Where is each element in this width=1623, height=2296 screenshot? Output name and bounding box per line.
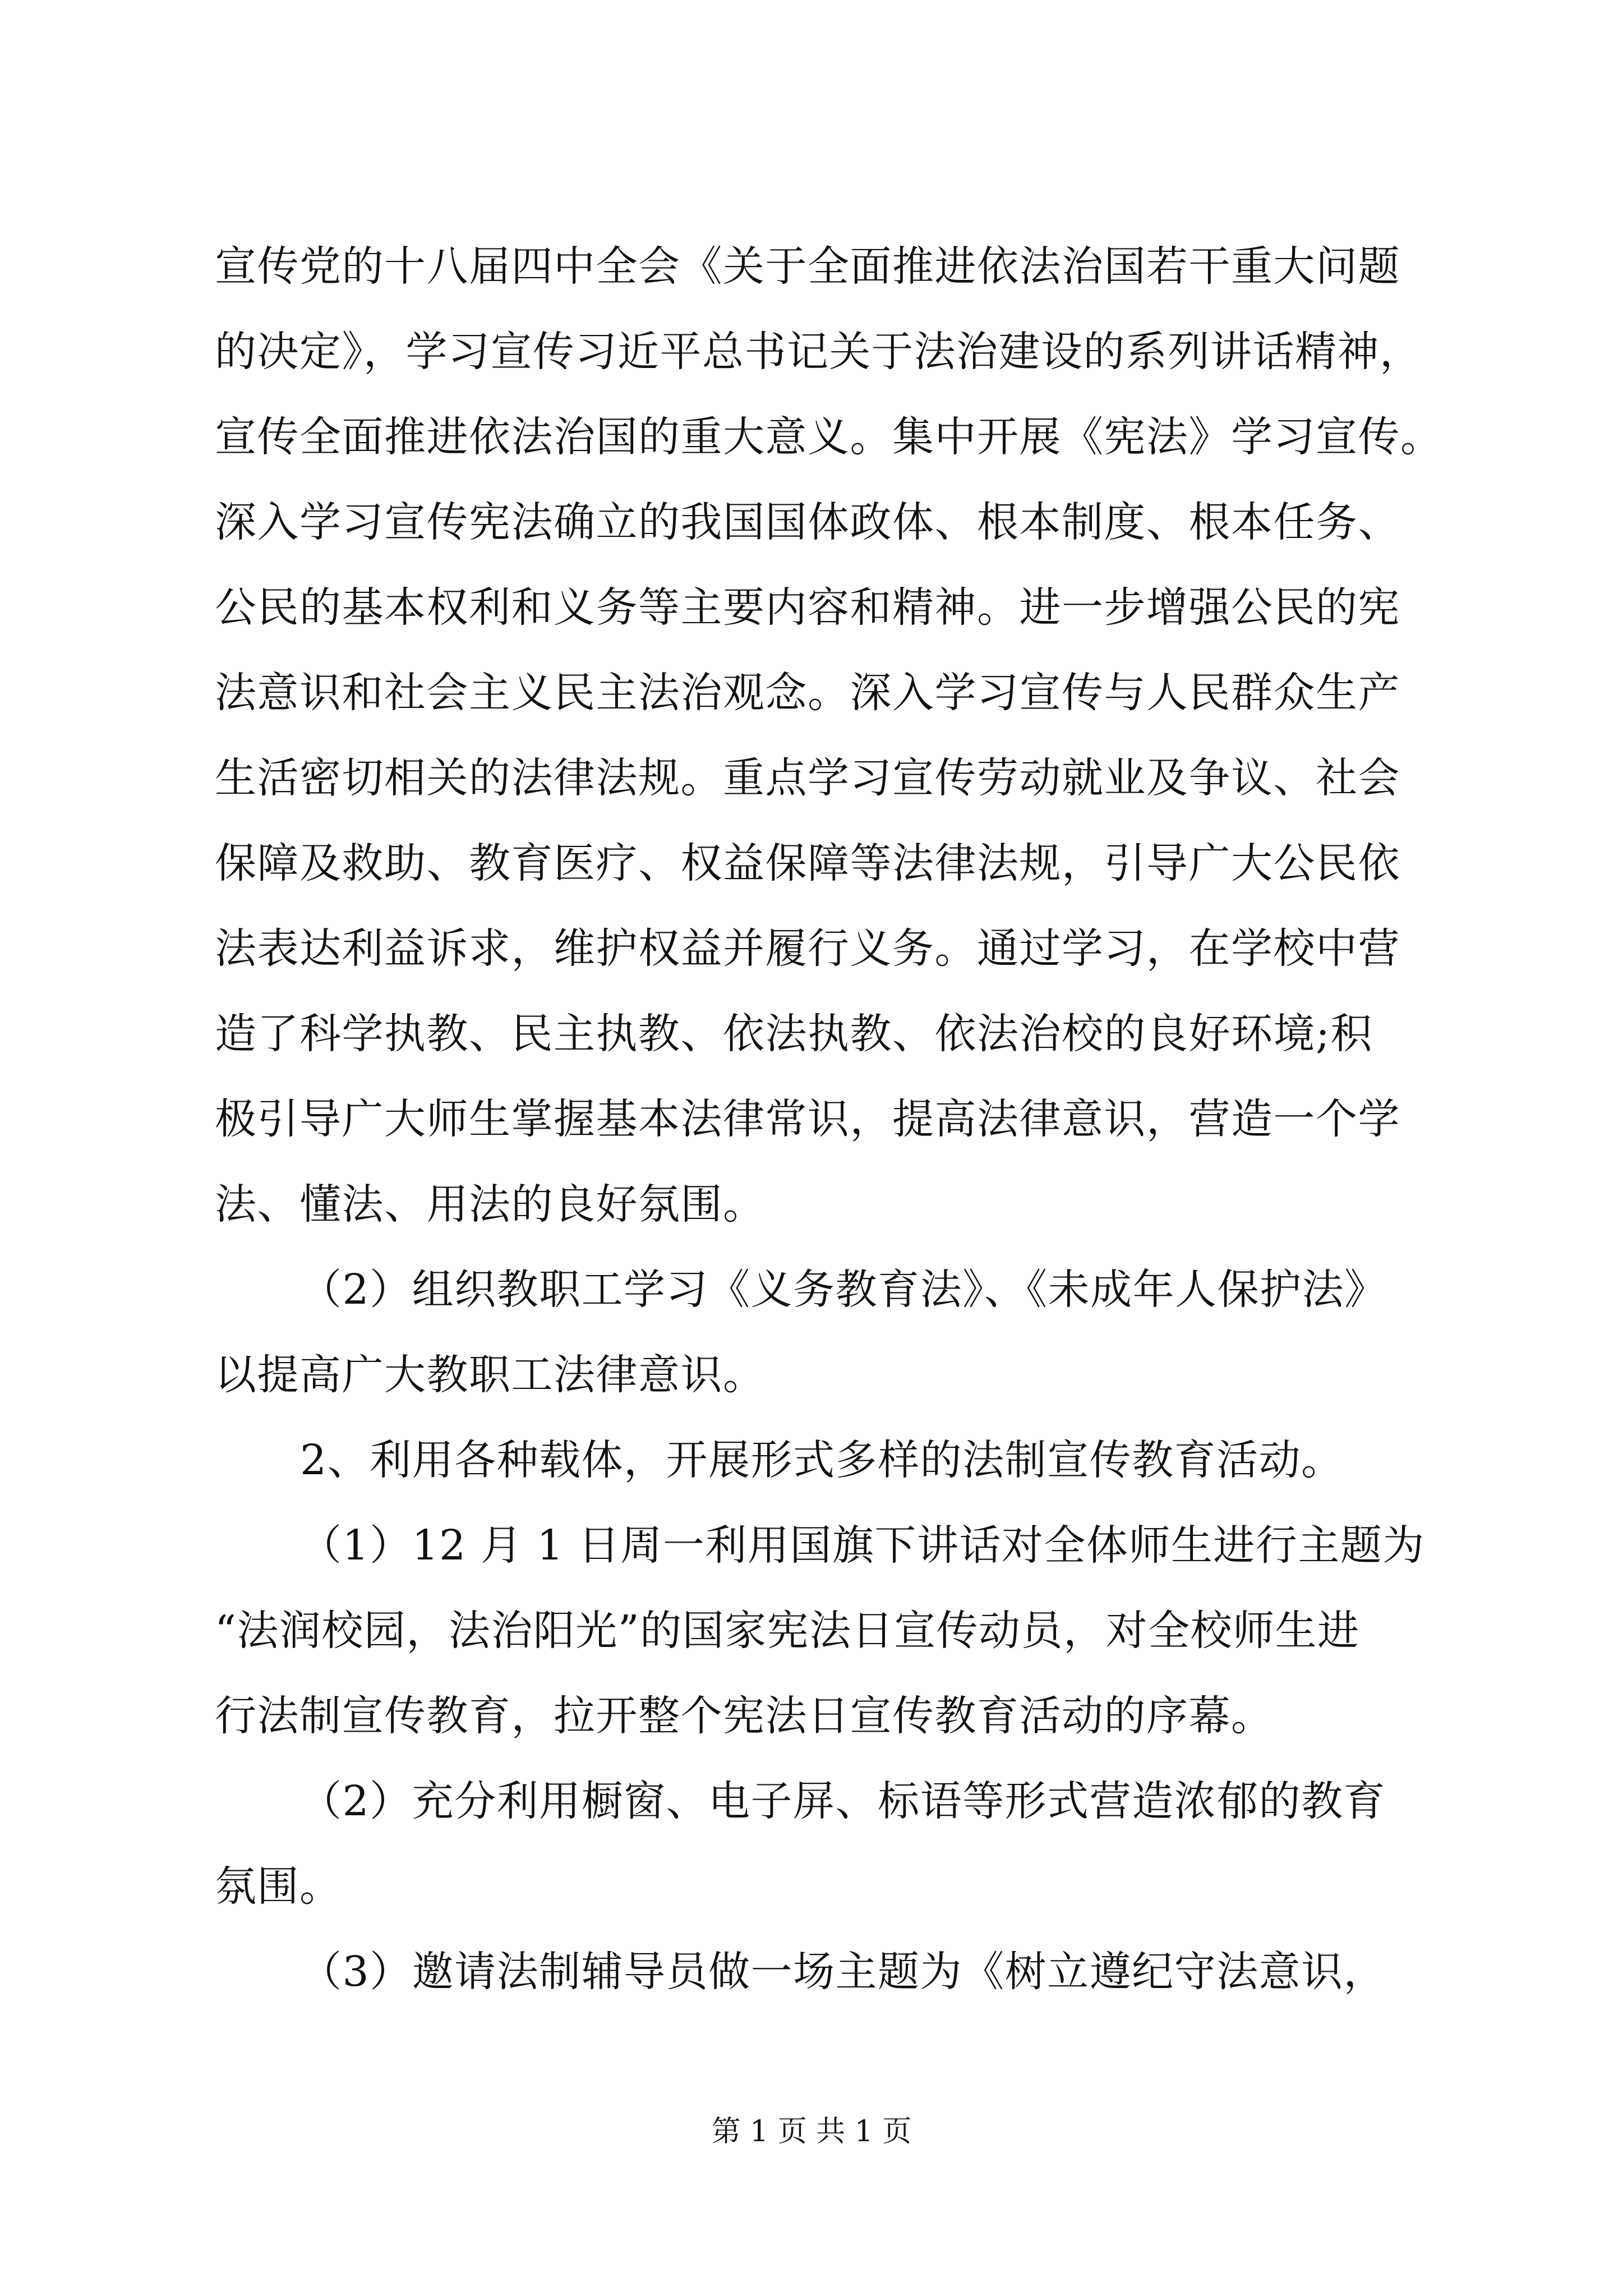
page-footer: 第 1 页 共 1 页 (711, 2115, 912, 2148)
text-line: 深入学习宣传宪法确立的我国国体政体、根本制度、根本任务、 (215, 498, 1400, 546)
text-line: 保障及救助、教育医疗、权益保障等法律法规，引导广大公民依 (215, 839, 1400, 887)
text-line: 极引导广大师生掌握基本法律常识，提高法律意识，营造一个学 (215, 1095, 1400, 1143)
section-heading: 2、利用各种载体，开展形式多样的法制宣传教育活动。 (300, 1436, 1344, 1484)
text-line: 法表达利益诉求，维护权益并履行义务。通过学习，在学校中营 (215, 924, 1400, 973)
text-line: 行法制宣传教育，拉开整个宪法日宣传教育活动的序幕。 (215, 1692, 1274, 1740)
text-line: 造了科学执教、民主执教、依法执教、依法治校的良好环境;积 (215, 1010, 1373, 1058)
text-line: 以提高广大教职工法律意识。 (215, 1351, 766, 1399)
text-line: 生活密切相关的法律法规。重点学习宣传劳动就业及争议、社会 (215, 754, 1400, 802)
text-line: 公民的基本权利和义务等主要内容和精神。进一步增强公民的宪 (215, 583, 1400, 632)
text-line: “法润校园，法治阳光”的国家宪法日宣传动员，对全校师生进 (215, 1607, 1360, 1655)
text-line: （1）12 月 1 日周一利用国旗下讲话对全体师生进行主题为 (300, 1521, 1425, 1570)
text-line: （2）充分利用橱窗、电子屏、标语等形式营造浓郁的教育 (300, 1777, 1386, 1825)
text-line: （2）组织教职工学习《义务教育法》、《未成年人保护法》 (300, 1266, 1387, 1314)
text-line: 法、懂法、用法的良好氛围。 (215, 1180, 766, 1228)
text-line: 宣传党的十八届四中全会《关于全面推进依法治国若干重大问题 (215, 242, 1400, 291)
text-line: 的决定》，学习宣传习近平总书记关于法治建设的系列讲话精神， (215, 328, 1422, 376)
text-line: 宣传全面推进依法治国的重大意义。集中开展《宪法》学习宣传。 (215, 413, 1443, 461)
text-line: 法意识和社会主义民主法治观念。深入学习宣传与人民群众生产 (215, 669, 1400, 717)
text-line: （3）邀请法制辅导员做一场主题为《树立遵纪守法意识， (300, 1948, 1386, 1996)
text-line: 氛围。 (215, 1862, 342, 1911)
